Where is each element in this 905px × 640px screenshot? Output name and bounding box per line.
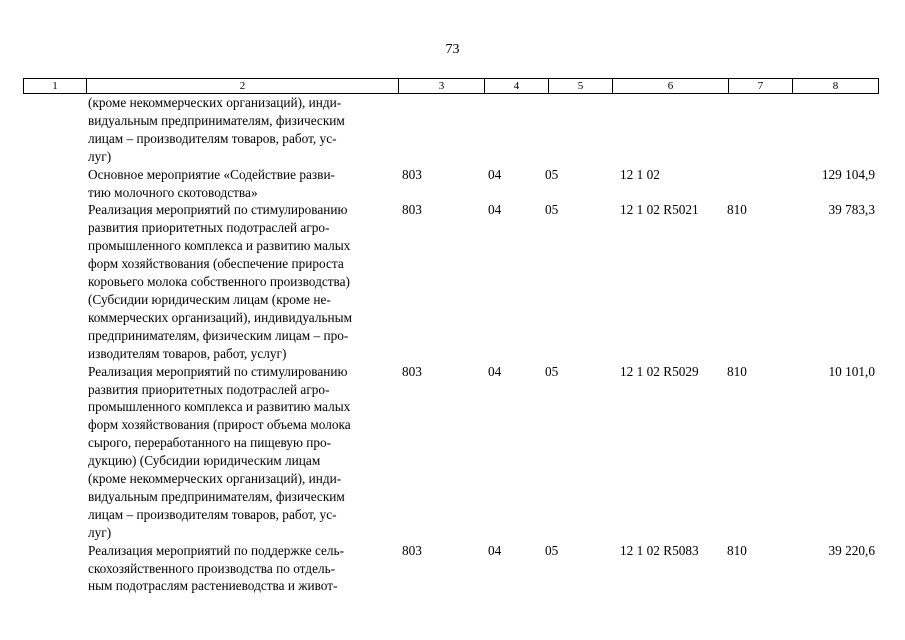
amount: 39 220,6 — [828, 542, 875, 558]
table-row — [0, 542, 905, 596]
row-description: Реализация мероприятий по стимулированию развития приоритетных подотраслей агро- промышленного комплекса и развитию малых форм хозяйствования (обеспечение прироста коровьего молока собственного производства) (Субсидии юридическим лицам (кроме не- коммерческих организаций), индивидуальным предпринимателям, физическим лицам – про- изводителям товаров, работ, услуг) — [88, 202, 352, 361]
expense-type-code: 810 — [727, 542, 747, 558]
target-article-code: 12 1 02 R5029 — [620, 363, 699, 379]
subsection-code: 05 — [545, 166, 559, 182]
subsection-code: 05 — [545, 202, 559, 218]
target-article-code: 12 1 02 — [620, 166, 660, 182]
ministry-code: 803 — [402, 363, 422, 379]
row-description: Основное мероприятие «Содействие разви- тию молочного скотоводства» — [88, 166, 335, 200]
target-article-code: 12 1 02 R5021 — [620, 202, 699, 218]
expense-type-code: 810 — [727, 202, 747, 218]
ministry-code: 803 — [402, 166, 422, 182]
column-number-header — [23, 78, 879, 94]
subsection-code: 05 — [545, 363, 559, 379]
section-code: 04 — [488, 166, 502, 182]
column-number-7: 7 — [728, 79, 792, 93]
row-description: Реализация мероприятий по стимулированию развития приоритетных подотраслей агро- промышленного комплекса и развитию малых форм хозяйствования (прирост объема молока сырого, переработанного на пищевую про- дукцию) (Субсидии юридическим лицам (кроме некоммерческих организаций), инди- видуальным предпринимателям, физическим лицам – производителям товаров, работ, ус- луг) — [88, 363, 351, 540]
section-code: 04 — [488, 542, 502, 558]
row-description: (кроме некоммерческих организаций), инди- видуальным предпринимателям, физическим лицам – производителям товаров, работ, ус- луг) — [88, 95, 345, 164]
column-number-2: 2 — [86, 79, 398, 93]
column-number-1: 1 — [52, 80, 58, 92]
row-description: Реализация мероприятий по поддержке сель- скохозяйственного производства по отдель- ным подотраслям растениеводства и живот- — [88, 542, 345, 594]
amount: 10 101,0 — [828, 363, 875, 379]
target-article-code: 12 1 02 R5083 — [620, 542, 699, 558]
section-code: 04 — [488, 363, 502, 379]
ministry-code: 803 — [402, 542, 422, 558]
column-number-8: 8 — [792, 79, 878, 93]
column-number-3: 3 — [398, 79, 484, 93]
amount: 129 104,9 — [821, 166, 875, 182]
ministry-code: 803 — [402, 202, 422, 218]
budget-table-body — [0, 94, 905, 595]
table-row — [0, 94, 905, 166]
section-code: 04 — [488, 202, 502, 218]
expense-type-code: 810 — [727, 363, 747, 379]
column-number-4: 4 — [484, 79, 548, 93]
amount: 39 783,3 — [828, 202, 875, 218]
column-number-5: 5 — [548, 79, 612, 93]
table-row — [0, 363, 905, 542]
column-number-6: 6 — [612, 79, 728, 93]
table-row — [0, 201, 905, 362]
subsection-code: 05 — [545, 542, 559, 558]
page-number: 73 — [445, 42, 460, 57]
table-row — [0, 166, 905, 202]
